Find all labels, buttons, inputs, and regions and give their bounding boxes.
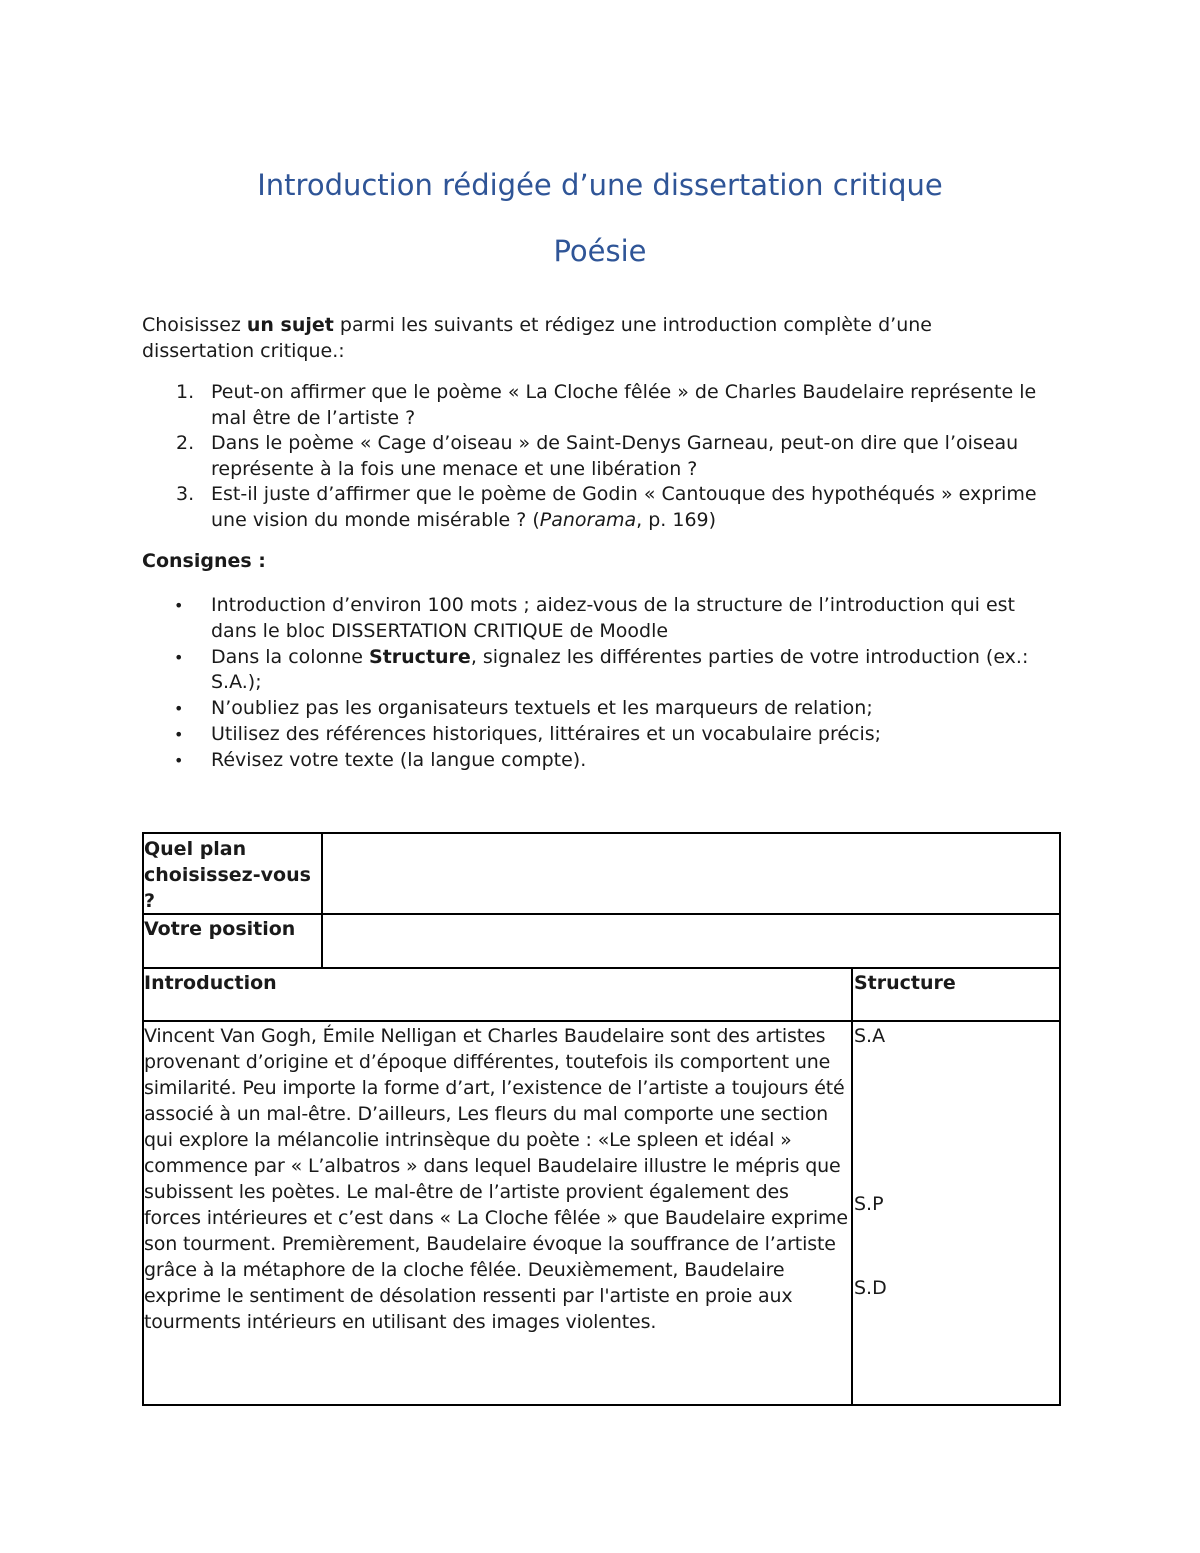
subject-text: Peut-on affirmer que le poème « La Cloche fêlée » de Charles Baudelaire représente le mal être de l’artiste ? (211, 381, 1037, 429)
introduction-text[interactable]: Vincent Van Gogh, Émile Nelligan et Charles Baudelaire sont des artistes provenant d’origine et d’époque différentes, toutefois ils comportent une similarité. Peu importe la forme d’art, l’existence de l’artiste a toujours été associé à un mal-être. D’ailleurs, Les fleurs du mal comporte une section qui explore la mélancolie intrinsèque du poète : «Le spleen et idéal » commence par « L’albatros » dans lequel Baudelaire illustre le mépris que subissent les poètes. Le mal-être de l’artiste provient également des forces intérieures et c’est dans « La Cloche fêlée » que Baudelaire exprime son tourment. Premièrement, Baudelaire évoque la souffrance de l’artiste grâce à la métaphore de la cloche fêlée. Deuxièmement, Baudelaire exprime le sentiment de désolation ressenti par l'artiste en proie aux tourments intérieurs en utilisant des images violentes. (144, 1025, 848, 1333)
consigne-text: Dans la colonne (211, 645, 370, 668)
subject-number: 1. (176, 381, 195, 403)
subject-text-italic: Panorama (539, 508, 637, 531)
consigne-item (142, 696, 1062, 722)
position-label: Votre position (144, 918, 296, 940)
consigne-text: Introduction d’environ 100 mots ; aidez-vous de la structure de l’introduction qui est dans le bloc DISSERTATION CRITIQUE de Moodle (211, 594, 1016, 642)
plan-label: Quel plan choisissez-vous ? (144, 838, 311, 912)
subject-number: 3. (176, 483, 195, 505)
plan-input[interactable] (326, 836, 1056, 912)
table-divider (851, 967, 853, 1404)
structure-label: S.D (854, 1277, 887, 1299)
instructions-paragraph (142, 312, 1042, 364)
consigne-text: N’oubliez pas les organisateurs textuels et les marqueurs de relation; (211, 697, 873, 720)
consignes-list (142, 593, 1062, 774)
subject-text-after: , p. 169) (636, 508, 717, 531)
intro-text-2: parmi les suivants et rédigez une introduction complète d’une dissertation critique.: (142, 314, 932, 362)
consignes-heading: Consignes : (142, 550, 266, 572)
subject-item (142, 431, 1062, 482)
consigne-item (142, 748, 1062, 774)
subject-number: 2. (176, 432, 195, 454)
structure-header: Structure (854, 972, 956, 994)
structure-label: S.P (854, 1193, 884, 1215)
subject-item (142, 482, 1062, 533)
intro-bold: un sujet (246, 314, 334, 336)
consigne-text: Révisez votre texte (la langue compte). (211, 748, 587, 771)
subjects-list (142, 380, 1062, 533)
bullet-icon: • (174, 699, 184, 719)
introduction-table (142, 832, 1061, 1406)
page-title: Introduction rédigée d’une dissertation critique (257, 168, 943, 202)
consigne-text-after: , signalez les différentes parties de votre introduction (ex.: S.A.); (211, 645, 1029, 694)
position-input[interactable] (326, 916, 1056, 966)
consigne-item (142, 645, 1062, 697)
intro-text-1: Choisissez (142, 314, 247, 336)
structure-label: S.A (854, 1025, 886, 1047)
bullet-icon: • (174, 750, 184, 770)
bullet-icon: • (174, 647, 184, 667)
consigne-text: Utilisez des références historiques, littéraires et un vocabulaire précis; (211, 722, 882, 745)
bullet-icon: • (174, 596, 184, 615)
table-divider (321, 834, 323, 969)
consigne-bold: Structure (369, 645, 471, 668)
table-divider (144, 1020, 1059, 1022)
bullet-icon: • (174, 724, 184, 744)
introduction-header: Introduction (144, 972, 277, 994)
page-subtitle: Poésie (553, 234, 647, 268)
subject-text: Dans le poème « Cage d’oiseau » de Saint-Denys Garneau, peut-on dire que l’oiseau représente à la fois une menace et une libération ? (211, 432, 1019, 480)
consigne-item (142, 593, 1062, 645)
consigne-item (142, 722, 1062, 748)
subject-text-before: Est-il juste d’affirmer que le poème de Godin « Cantouque des hypothéqués » exprime une vision du monde misérable ? ( (211, 483, 1037, 531)
subject-item (142, 380, 1062, 431)
